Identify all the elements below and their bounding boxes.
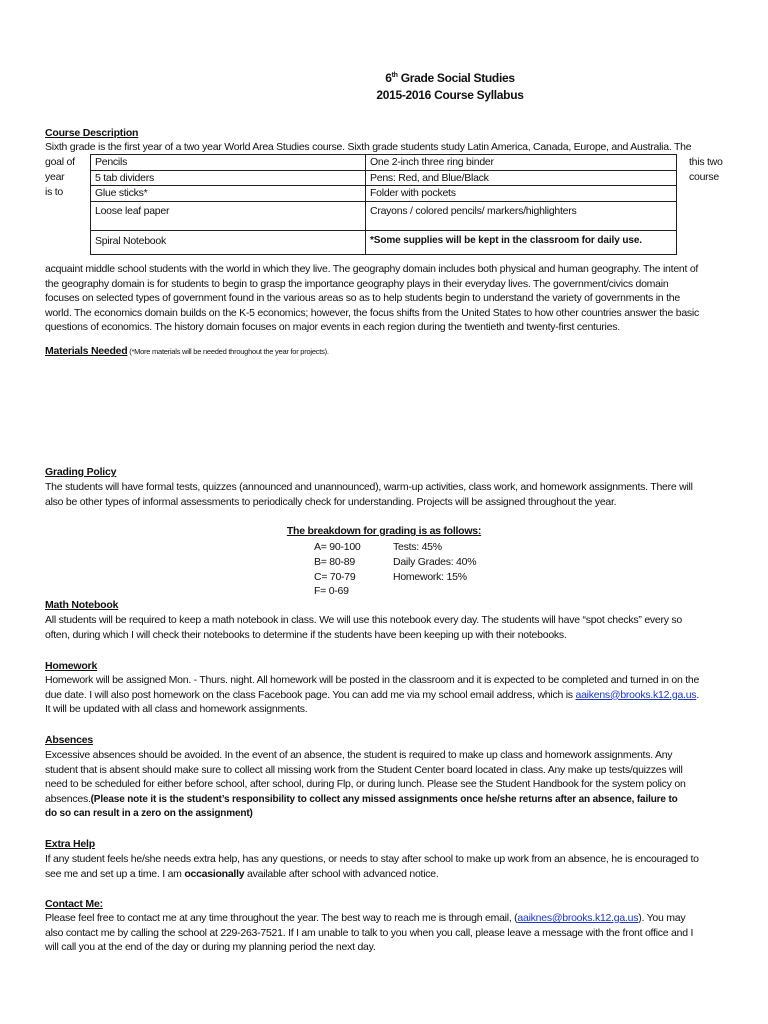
grade-scale: A= 90-100 B= 80-89 C= 70-79 F= 0-69 xyxy=(314,541,361,598)
math-notebook-heading: Math Notebook xyxy=(45,599,119,611)
contact-heading: Contact Me: xyxy=(45,898,103,910)
table-row xyxy=(91,155,677,171)
table-row xyxy=(91,201,677,230)
absences-text: Excessive absences should be avoided. In the event of an absence, the student is required to make up class and homework assignments. Any student that is absent should make sure to collect all missing work from the Student Center board located in class. Any make up tests/quizzes will need to be scheduled for either before school, after school, during Flp, or during lunch. Please see the Student Handbook for the system policy on absences.(Please note it is the student’s responsibility to collect any missed assignments once he/she returns after an absence, failure to do so can result in a zero on the assignment) xyxy=(45,748,745,822)
table-cell: Loose leaf paper xyxy=(91,201,366,230)
supplies-table xyxy=(90,154,677,255)
extra-help-heading: Extra Help xyxy=(45,838,95,850)
extra-help-text: If any student feels he/she needs extra help, has any questions, or needs to stay after school to make up work from an absence, he is encouraged to see me and set up a time. I am occasionally available after school with advanced notice. xyxy=(45,853,699,880)
materials-needed-heading: Materials Needed xyxy=(45,345,128,357)
absences-heading: Absences xyxy=(45,734,94,746)
table-row xyxy=(91,230,677,254)
table-cell: Pencils xyxy=(91,155,366,171)
absences-policy-note: (Please note it is the student’s responsibility to collect any missed assignments once he/she returns after an absence, failure to xyxy=(90,793,678,805)
course-description-left-fragments: goal of year is to xyxy=(45,156,75,198)
course-description-continued: acquaint middle school students with the world in which they live. The geography domain includes both physical and human geography. The intent of the geography domain is for students to begin to grasp the importance geography plays in their everyday lives. The government/civics domain focuses on selected types of government found in the various areas so as to help students begin to understand the variety of governments in the world. The economics domain builds on the K-5 economics; however, the focus shifts from the United States to how other countries answer the basic questions of economics. The history domain focuses on major events in each region during the twentieth and twenty-first centuries. xyxy=(45,263,699,334)
course-description-heading: Course Description xyxy=(45,127,139,139)
supplies-note-cell: *Some supplies will be kept in the classroom for daily use. xyxy=(366,230,677,254)
contact-text: Please feel free to contact me at any time throughout the year. The best way to reach me is through email, (aaiknes@brooks.k12.ga.us). You may also contact me by calling the school at 229-263-7521. If I am unable to talk to you when you call, please leave a message with the front office and I will call you at the end of the day or during my planning period the next day. xyxy=(45,912,694,954)
materials-needed-line xyxy=(45,344,725,360)
absences-policy-note-continued: do so can result in a zero on the assignment) xyxy=(45,808,253,820)
table-row xyxy=(91,170,677,186)
materials-needed-note: (*More materials will be needed throughout the year for projects). xyxy=(127,347,329,356)
homework-email-link[interactable]: aaikens@brooks.k12.ga.us xyxy=(575,688,697,701)
grading-policy-text: The students will have formal tests, quizzes (announced and unannounced), warm-up activities, class work, and homework assignments. There will also be other types of informal assessments to periodically check for understanding. Projects will be assigned throughout the year. xyxy=(45,481,693,508)
grading-breakdown-heading: The breakdown for grading is as follows: xyxy=(286,525,482,537)
table-cell: Pens: Red, and Blue/Black xyxy=(366,170,677,186)
page-title: 6th Grade Social Studies xyxy=(385,71,515,85)
table-cell: Glue sticks* xyxy=(91,186,366,202)
course-description-line: Sixth grade is the first year of a two year World Area Studies course. Sixth grade students study Latin America, Canada, Europe, and Australia. The xyxy=(45,141,692,153)
homework-text: Homework will be assigned Mon. - Thurs. night. All homework will be posted in the classroom and it is expected to be completed and turned in on the due date. I will also post homework on the class Facebook page. You can add me via my school email address, which is aaikens@brooks.k12.ga.us. It will be updated with all class and homework assignments. xyxy=(45,674,700,716)
math-notebook-text: All students will be required to keep a math notebook in class. We will use this notebook every day. The students will have “spot checks” every so often, during which I will check their notebooks to determine if the students have been keeping up with their notebooks. xyxy=(45,614,683,641)
table-cell: 5 tab dividers xyxy=(91,170,366,186)
contact-email-link[interactable]: aaiknes@brooks.k12.ga.us xyxy=(517,912,639,924)
table-cell: Crayons / colored pencils/ markers/highlighters xyxy=(366,201,677,230)
course-description-right-fragments: this two course xyxy=(689,156,723,183)
table-cell: Spiral Notebook xyxy=(91,230,366,254)
homework-heading: Homework xyxy=(45,660,98,672)
table-cell: Folder with pockets xyxy=(366,186,677,202)
page-subtitle: 2015-2016 Course Syllabus xyxy=(376,88,524,102)
table-cell: One 2-inch three ring binder xyxy=(366,155,677,171)
grading-policy-heading: Grading Policy xyxy=(45,466,117,478)
grade-weights: Tests: 45% Daily Grades: 40% Homework: 15% xyxy=(393,541,477,583)
table-row xyxy=(91,186,677,202)
